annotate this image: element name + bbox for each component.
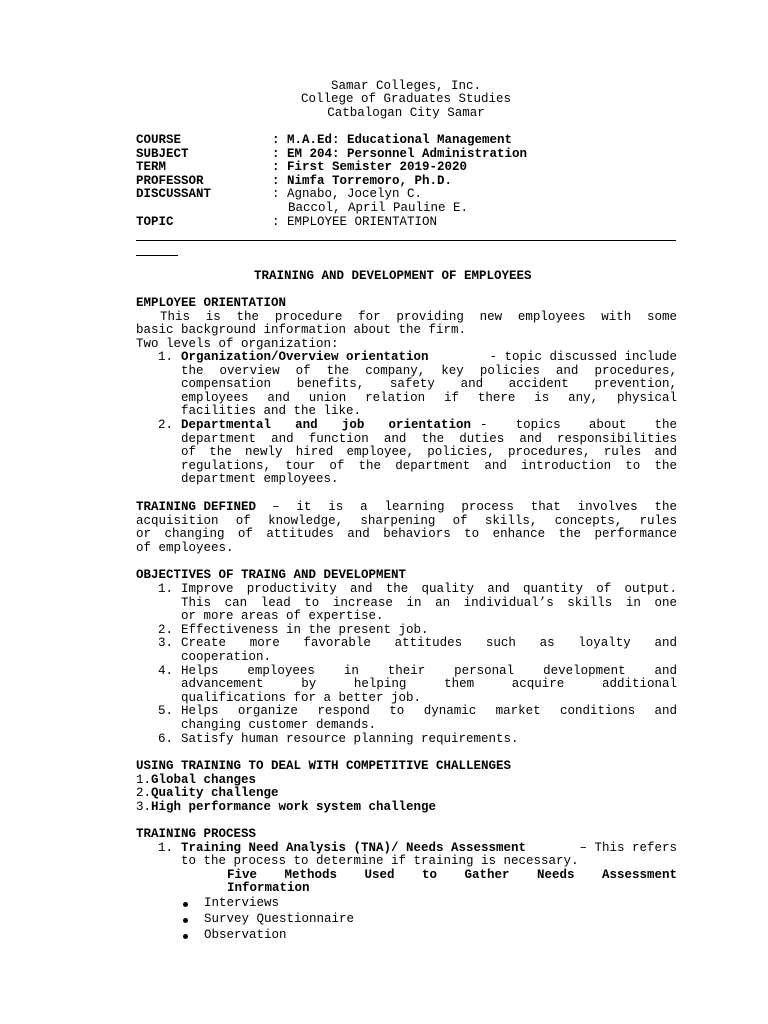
orientation-paragraph-line: basic background information about the firm. bbox=[136, 323, 467, 337]
paragraph-line: or changing of attitudes and behaviors to enhance the performance bbox=[136, 527, 677, 541]
topic-label: TOPIC bbox=[136, 215, 174, 229]
list-item-text: department employees. bbox=[181, 472, 339, 486]
list-item-title: Organization/Overview orientation bbox=[181, 350, 429, 364]
paragraph-line: acquisition of knowledge, sharpening of skills, concepts, rules bbox=[136, 514, 677, 528]
bullet-icon bbox=[183, 918, 188, 923]
section-heading-competitive: USING TRAINING TO DEAL WITH COMPETITIVE CHALLENGES bbox=[136, 759, 512, 773]
course-label: COURSE bbox=[136, 133, 182, 147]
list-number: 4. bbox=[158, 664, 174, 678]
list-number: 1. bbox=[158, 350, 174, 364]
methods-heading: Five Methods Used to Gather Needs Assessment bbox=[227, 868, 677, 882]
list-item-text: facilities and the like. bbox=[181, 404, 362, 418]
list-item-text: – This refers bbox=[571, 841, 677, 855]
list-number: 1. bbox=[136, 773, 152, 787]
list-item-text: Interviews bbox=[204, 896, 280, 910]
divider-line-tail bbox=[136, 255, 178, 256]
list-item-text: advancement by helping them acquire additional bbox=[181, 677, 677, 691]
discussant-value-1: : Agnabo, Jocelyn C. bbox=[272, 187, 423, 201]
document-title: TRAINING AND DEVELOPMENT OF EMPLOYEES bbox=[254, 269, 532, 283]
paragraph-line: of employees. bbox=[136, 541, 234, 555]
list-item-text: - topic discussed include bbox=[489, 350, 677, 364]
list-item-text: Global changes bbox=[151, 773, 257, 787]
list-item-text: Create more favorable attitudes such as loyalty and bbox=[181, 636, 677, 650]
list-number: 6. bbox=[158, 732, 174, 746]
discussant-value-2: Baccol, April Pauline E. bbox=[288, 201, 469, 215]
list-item-text: employees and union relation if there is any, physical bbox=[181, 391, 677, 405]
list-item-text: Observation bbox=[204, 928, 287, 942]
list-item-text: This can lead to increase in an individual’s skills in one bbox=[181, 596, 677, 610]
list-item-text: Helps employees in their personal development and bbox=[181, 664, 677, 678]
bullet-icon bbox=[183, 902, 188, 907]
list-item-text: or more areas of expertise. bbox=[181, 609, 384, 623]
section-heading-objectives: OBJECTIVES OF TRAING AND DEVELOPMENT bbox=[136, 568, 407, 582]
term-value: : First Semister 2019-2020 bbox=[272, 160, 468, 174]
list-item-text: department and function and the duties and responsibilities bbox=[181, 432, 677, 446]
list-item-text: Satisfy human resource planning requirements. bbox=[181, 732, 519, 746]
discussant-label: DISCUSSANT bbox=[136, 187, 212, 201]
section-heading-orientation: EMPLOYEE ORIENTATION bbox=[136, 296, 287, 310]
list-number: 2. bbox=[158, 623, 174, 637]
list-item-text: Quality challenge bbox=[151, 786, 279, 800]
list-number: 2. bbox=[158, 418, 174, 432]
list-item-text: the overview of the company, key policies and procedures, bbox=[181, 364, 677, 378]
list-item-text: Improve productivity and the quality and quantity of output. bbox=[181, 582, 677, 596]
list-item-text: of the newly hired employee, policies, procedures, rules and bbox=[181, 445, 677, 459]
subject-label: SUBJECT bbox=[136, 147, 189, 161]
list-number: 1. bbox=[158, 582, 174, 596]
list-number: 1. bbox=[158, 841, 174, 855]
subject-value: : EM 204: Personnel Administration bbox=[272, 147, 528, 161]
list-item-text: changing customer demands. bbox=[181, 718, 377, 732]
list-item-text: - topics about the bbox=[480, 418, 677, 432]
list-number: 3. bbox=[136, 800, 152, 814]
list-item-text: Effectiveness in the present job. bbox=[181, 623, 429, 637]
methods-heading-cont: Information bbox=[227, 881, 310, 895]
term-label: TERM bbox=[136, 160, 167, 174]
list-item-text: cooperation. bbox=[181, 650, 272, 664]
orientation-paragraph-line: This is the procedure for providing new employees with some bbox=[160, 310, 677, 324]
list-item-text: compensation benefits, safety and accident prevention, bbox=[181, 377, 677, 391]
training-defined-term: TRAINING DEFINED bbox=[136, 500, 257, 514]
college-name: College of Graduates Studies bbox=[300, 92, 512, 106]
levels-intro: Two levels of organization: bbox=[136, 337, 339, 351]
divider-line bbox=[136, 240, 676, 241]
section-heading-process: TRAINING PROCESS bbox=[136, 827, 257, 841]
list-number: 5. bbox=[158, 704, 174, 718]
professor-label: PROFESSOR bbox=[136, 174, 204, 188]
list-item-text: qualifications for a better job. bbox=[181, 691, 422, 705]
list-item-text: to the process to determine if training is necessary. bbox=[181, 854, 579, 868]
list-item-text: Helps organize respond to dynamic market conditions and bbox=[181, 704, 677, 718]
list-item-title: Training Need Analysis (TNA)/ Needs Assessment bbox=[181, 841, 527, 855]
list-item-text: Survey Questionnaire bbox=[204, 912, 355, 926]
topic-value: : EMPLOYEE ORIENTATION bbox=[272, 215, 438, 229]
list-item-text: regulations, tour of the department and introduction to the bbox=[181, 459, 677, 473]
list-number: 2. bbox=[136, 786, 152, 800]
professor-value: : Nimfa Torremoro, Ph.D. bbox=[272, 174, 453, 188]
list-number: 3. bbox=[158, 636, 174, 650]
school-name: Samar Colleges, Inc. bbox=[330, 79, 482, 93]
course-value: : M.A.Ed: Educational Management bbox=[272, 133, 513, 147]
paragraph-line: – it is a learning process that involves the bbox=[272, 500, 677, 514]
list-item-title: Departmental and job orientation bbox=[181, 418, 471, 432]
list-item-text: High performance work system challenge bbox=[151, 800, 437, 814]
bullet-icon bbox=[183, 934, 188, 939]
school-location: Catbalogan City Samar bbox=[327, 106, 485, 120]
